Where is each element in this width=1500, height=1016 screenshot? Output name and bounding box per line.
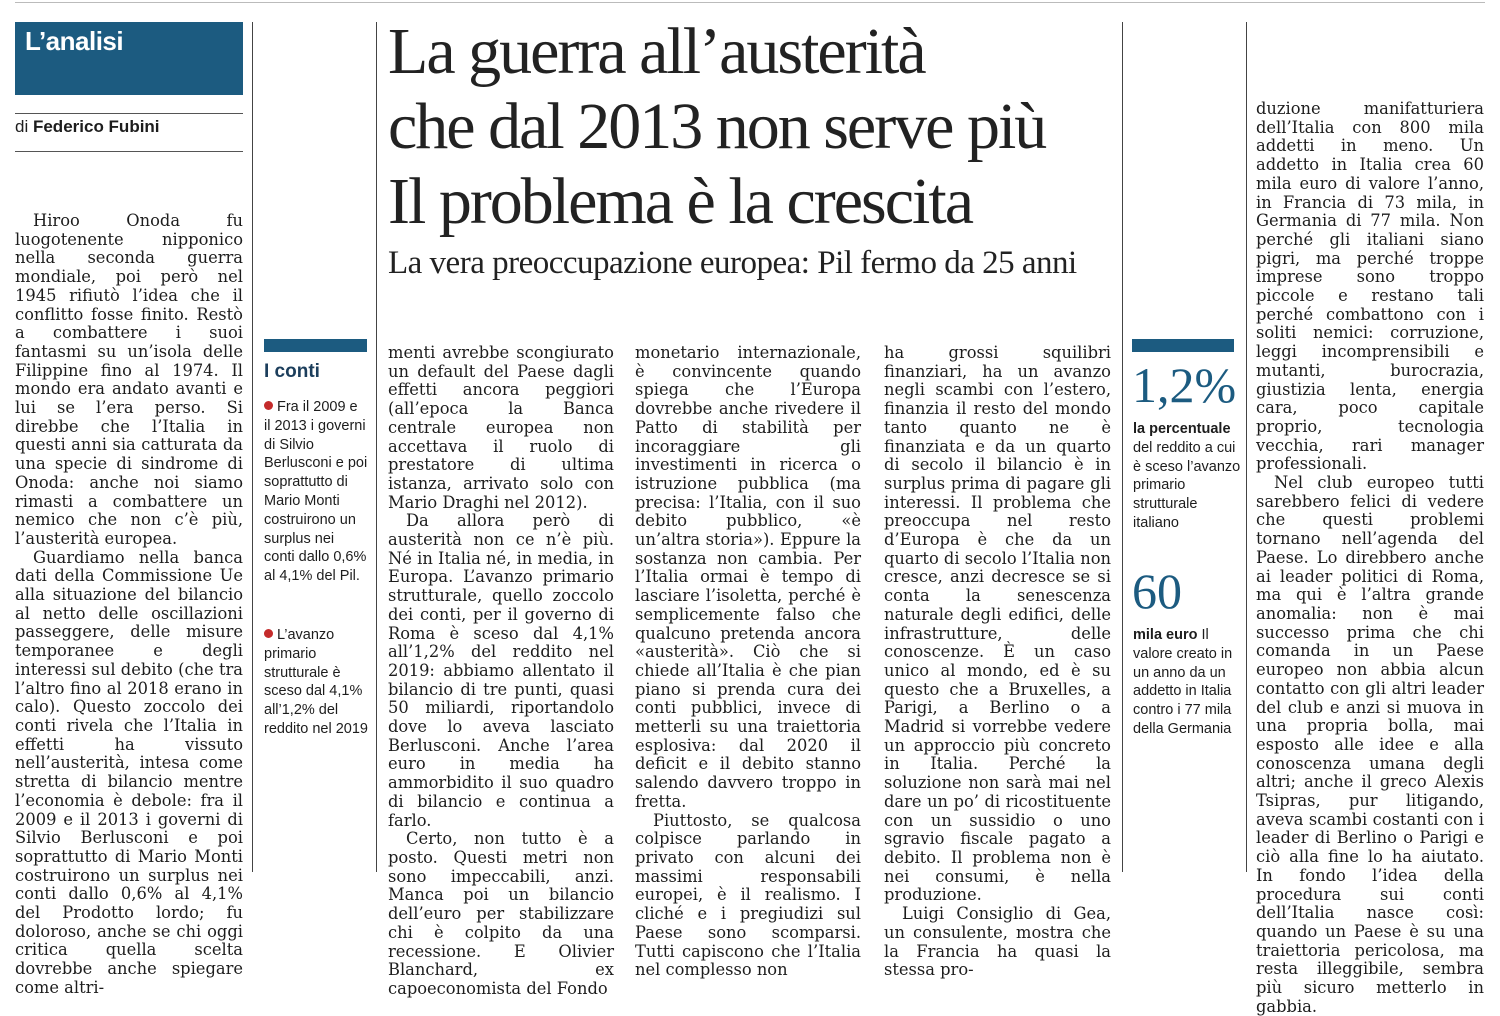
headline-line: La guerra all’austerità bbox=[388, 15, 925, 88]
article-column-3 bbox=[635, 343, 861, 980]
byline-prefix: di bbox=[15, 117, 29, 136]
conti-item-text: L’avanzo primario strutturale è sceso dal 4,1% all’1,2% del reddito nel 2019 bbox=[264, 627, 368, 737]
conti-title: I conti bbox=[264, 361, 320, 382]
conti-bar bbox=[264, 339, 367, 352]
byline bbox=[15, 117, 160, 137]
paragraph: Guardiamo nella banca dati della Commissione Ue alla situazione del bilancio al netto delle oscillazioni passeggere, delle misure temporanee e degli interessi sul debito (che tra l’altro fino al 2018 erano in calo). Questo zoccolo dei conti rivela che l’Italia in effetti ha vissuto nell’austerità, intesa come stretta di bilancio mentre l’economia è debole: fra il 2009 e il 2013 i governi di Silvio Berlusconi e poi soprattutto di Mario Monti costruirono un surplus nei conti dallo 0,6% al 4,1% del Prodotto lordo; fu doloroso, anche se chi oggi critica quella scelta dovrebbe anche spiegare come altri- bbox=[15, 547, 243, 997]
article-column-2 bbox=[388, 343, 614, 998]
section-box bbox=[15, 22, 243, 95]
top-rule bbox=[15, 2, 1485, 3]
byline-rule-bottom bbox=[15, 151, 243, 152]
paragraph: Hiroo Onoda fu luogotenente nipponico nella seconda guerra mondiale, poi però nel 1945 rifiutò l’idea che il conflitto fosse finito. Restò a combattere i suoi fantasmi su un’isola delle Filippine fino al 1974. Il mondo era andato avanti e lui se l’era perso. Si direbbe che l’Italia in questi anni sia catturata da una specie di sindrome di Onoda: anche noi siamo rimasti a combattere un nemico che non c’è più, l’austerità europea. bbox=[15, 211, 243, 548]
headline-line: che dal 2013 non serve più bbox=[388, 90, 1046, 163]
paragraph: monetario internazionale, è convincente quando spiega che l’Europa dovrebbe anche rivedere il Patto di stabilità per incoraggiare gli investimenti in ricerca o istruzione pubblica (ma precisa: l’Italia, con il suo debito pubblico, «è un’altra storia»). Eppure la sostanza non cambia. Per l’Italia ormai è tempo di lasciare l’isoletta, perché è semplicemente falso che qualcuno pretenda ancora «austerità». Ciò che si chiede all’Italia è che pian piano si prenda cura dei conti pubblici, invece di metterli su una traiettoria esplosiva: dal 2020 il deficit e il debito stanno salendo davvero troppo in fretta. bbox=[635, 343, 861, 811]
stat-label bbox=[1133, 626, 1243, 739]
column-divider bbox=[252, 22, 253, 872]
stat-number: 60 bbox=[1132, 563, 1182, 619]
stat-label-bold: la percentuale bbox=[1133, 421, 1231, 437]
article-column-4 bbox=[884, 343, 1111, 980]
headline bbox=[388, 14, 1148, 239]
article-column-5 bbox=[1256, 99, 1484, 1016]
column-divider bbox=[376, 22, 377, 872]
conti-item bbox=[264, 398, 368, 586]
paragraph: duzione manifatturiera dell’Italia con 800 mila addetti in meno. Un addetto in Italia crea 60 mila euro di valore l’anno, in Francia di 73 mila, in Germania di 77 mila. Non perché gli italiani siano pigri, ma perché troppe imprese sono troppo piccole e restano tali perché combattono con i soliti nemici: corruzione, leggi incomprensibili e mutanti, burocrazia, giustizia lenta, energia cara, poco capitale proprio, tecnologia vecchia, rari manager professionali. bbox=[1256, 99, 1484, 474]
stat-label-text: del reddito a cui è sceso l’avanzo primario strutturale italiano bbox=[1133, 439, 1241, 531]
paragraph: Certo, non tutto è a posto. Questi metri non sono impeccabili, anzi. Manca poi un bilancio dell’euro per stabilizzare chi è colpito da una recessione. E Olivier Blanchard, ex capoeconomista del Fondo bbox=[388, 829, 614, 998]
paragraph: Da allora però di austerità non ce n’è più. Né in Italia né, in media, in Europa. L’avanzo primario strutturale, quello zoccolo dei conti, per il governo di Roma è sceso dal 4,1% all’1,2% del reddito nel 2019: abbiamo allentato il bilancio di tre punti, quasi 50 miliardi, riportandolo dove lo aveva lasciato Berlusconi. Anche l’area euro in media ha ammorbidito il suo quadro di bilancio e continua a farlo. bbox=[388, 511, 614, 830]
stat-label bbox=[1133, 420, 1243, 533]
byline-author: Federico Fubini bbox=[32, 117, 160, 136]
article-column-1 bbox=[15, 211, 243, 997]
conti-item bbox=[264, 626, 368, 739]
stats-bar bbox=[1132, 339, 1234, 352]
paragraph: ha grossi squilibri finanziari, ha un avanzo negli scambi con l’estero, finanzia il resto del mondo tanto quanto ne è finanziata e da un quarto di secolo il bilancio è in surplus prima di pagare gli interessi. Il problema che preoccupa nel resto d’Europa è che da un quarto di secolo l’Italia non cresce, anzi decresce se si conta la senescenza naturale degli edifici, delle infrastrutture, delle conoscenze. È un caso unico al mondo, ed è su questo che a Bruxelles, a Parigi, a Berlino o a Madrid si vorrebbe vedere un approccio più concreto in Italia. Perché la soluzione non sarà mai nel dare un po’ di ricostituente con un sussidio o uno sgravio fiscale pagato a debito. Il problema non è nei consumi, è nella produzione. bbox=[884, 343, 1111, 905]
column-divider bbox=[1246, 22, 1247, 872]
headline-line: Il problema è la crescita bbox=[388, 165, 972, 238]
stat-label-bold: mila euro bbox=[1133, 627, 1198, 643]
bullet-dot-icon bbox=[264, 629, 273, 638]
paragraph: menti avrebbe scongiurato un default del Paese dagli effetti ancora peggiori (all’epoca la Banca centrale europea non accettava il ruolo di prestatore di ultima istanza, arrivato solo con Mario Draghi nel 2012). bbox=[388, 343, 614, 512]
conti-item-text: Fra il 2009 e il 2013 i governi di Silvio Berlusconi e poi soprattutto di Mario Monti costruirono un surplus nei conti dallo 0,6% al 4,1% del Pil. bbox=[264, 399, 368, 585]
stat-number: 1,2% bbox=[1132, 357, 1237, 413]
bullet-dot-icon bbox=[264, 401, 273, 410]
paragraph: Nel club europeo tutti sarebbero felici di vedere che questi problemi tornano nell’agenda del Paese. Lo direbbero anche ai leader politici di Roma, ma qui è l’altra grande anomalia: non è mai successo prima che chi comanda in un Paese europeo non abbia alcun contatto con gli altri leader del club e anzi si muova in una propria bolla, mai esposto alle idee e alla conoscenza umana degli altri; anche il greco Alexis Tsipras, pur litigando, aveva scambi costanti con i leader di Berlino o Parigi e ciò alla fine lo ha aiutato. In fondo l’idea della procedura sui conti dell’Italia nasce così: quando un Paese è su una traiettoria pericolosa, ma resta illeggibile, sembra più sicuro metterlo in gabbia. bbox=[1256, 473, 1484, 1016]
section-label: L’analisi bbox=[25, 26, 124, 56]
paragraph: Luigi Consiglio di Gea, un consulente, mostra che la Francia ha quasi la stessa pro- bbox=[884, 904, 1111, 980]
byline-rule-top bbox=[15, 113, 243, 114]
stat-label-text: Il valore creato in un anno da un addetto in Italia contro i 77 mila della Germania bbox=[1133, 627, 1233, 737]
subheadline: La vera preoccupazione europea: Pil fermo da 25 anni bbox=[388, 245, 1077, 281]
paragraph: Piuttosto, se qualcosa colpisce parlando in privato con alcuni dei massimi responsabili europei, è il realismo. I cliché e i pregiudizi sul Paese sono scomparsi. Tutti capiscono che l’Italia nel complesso non bbox=[635, 810, 861, 980]
